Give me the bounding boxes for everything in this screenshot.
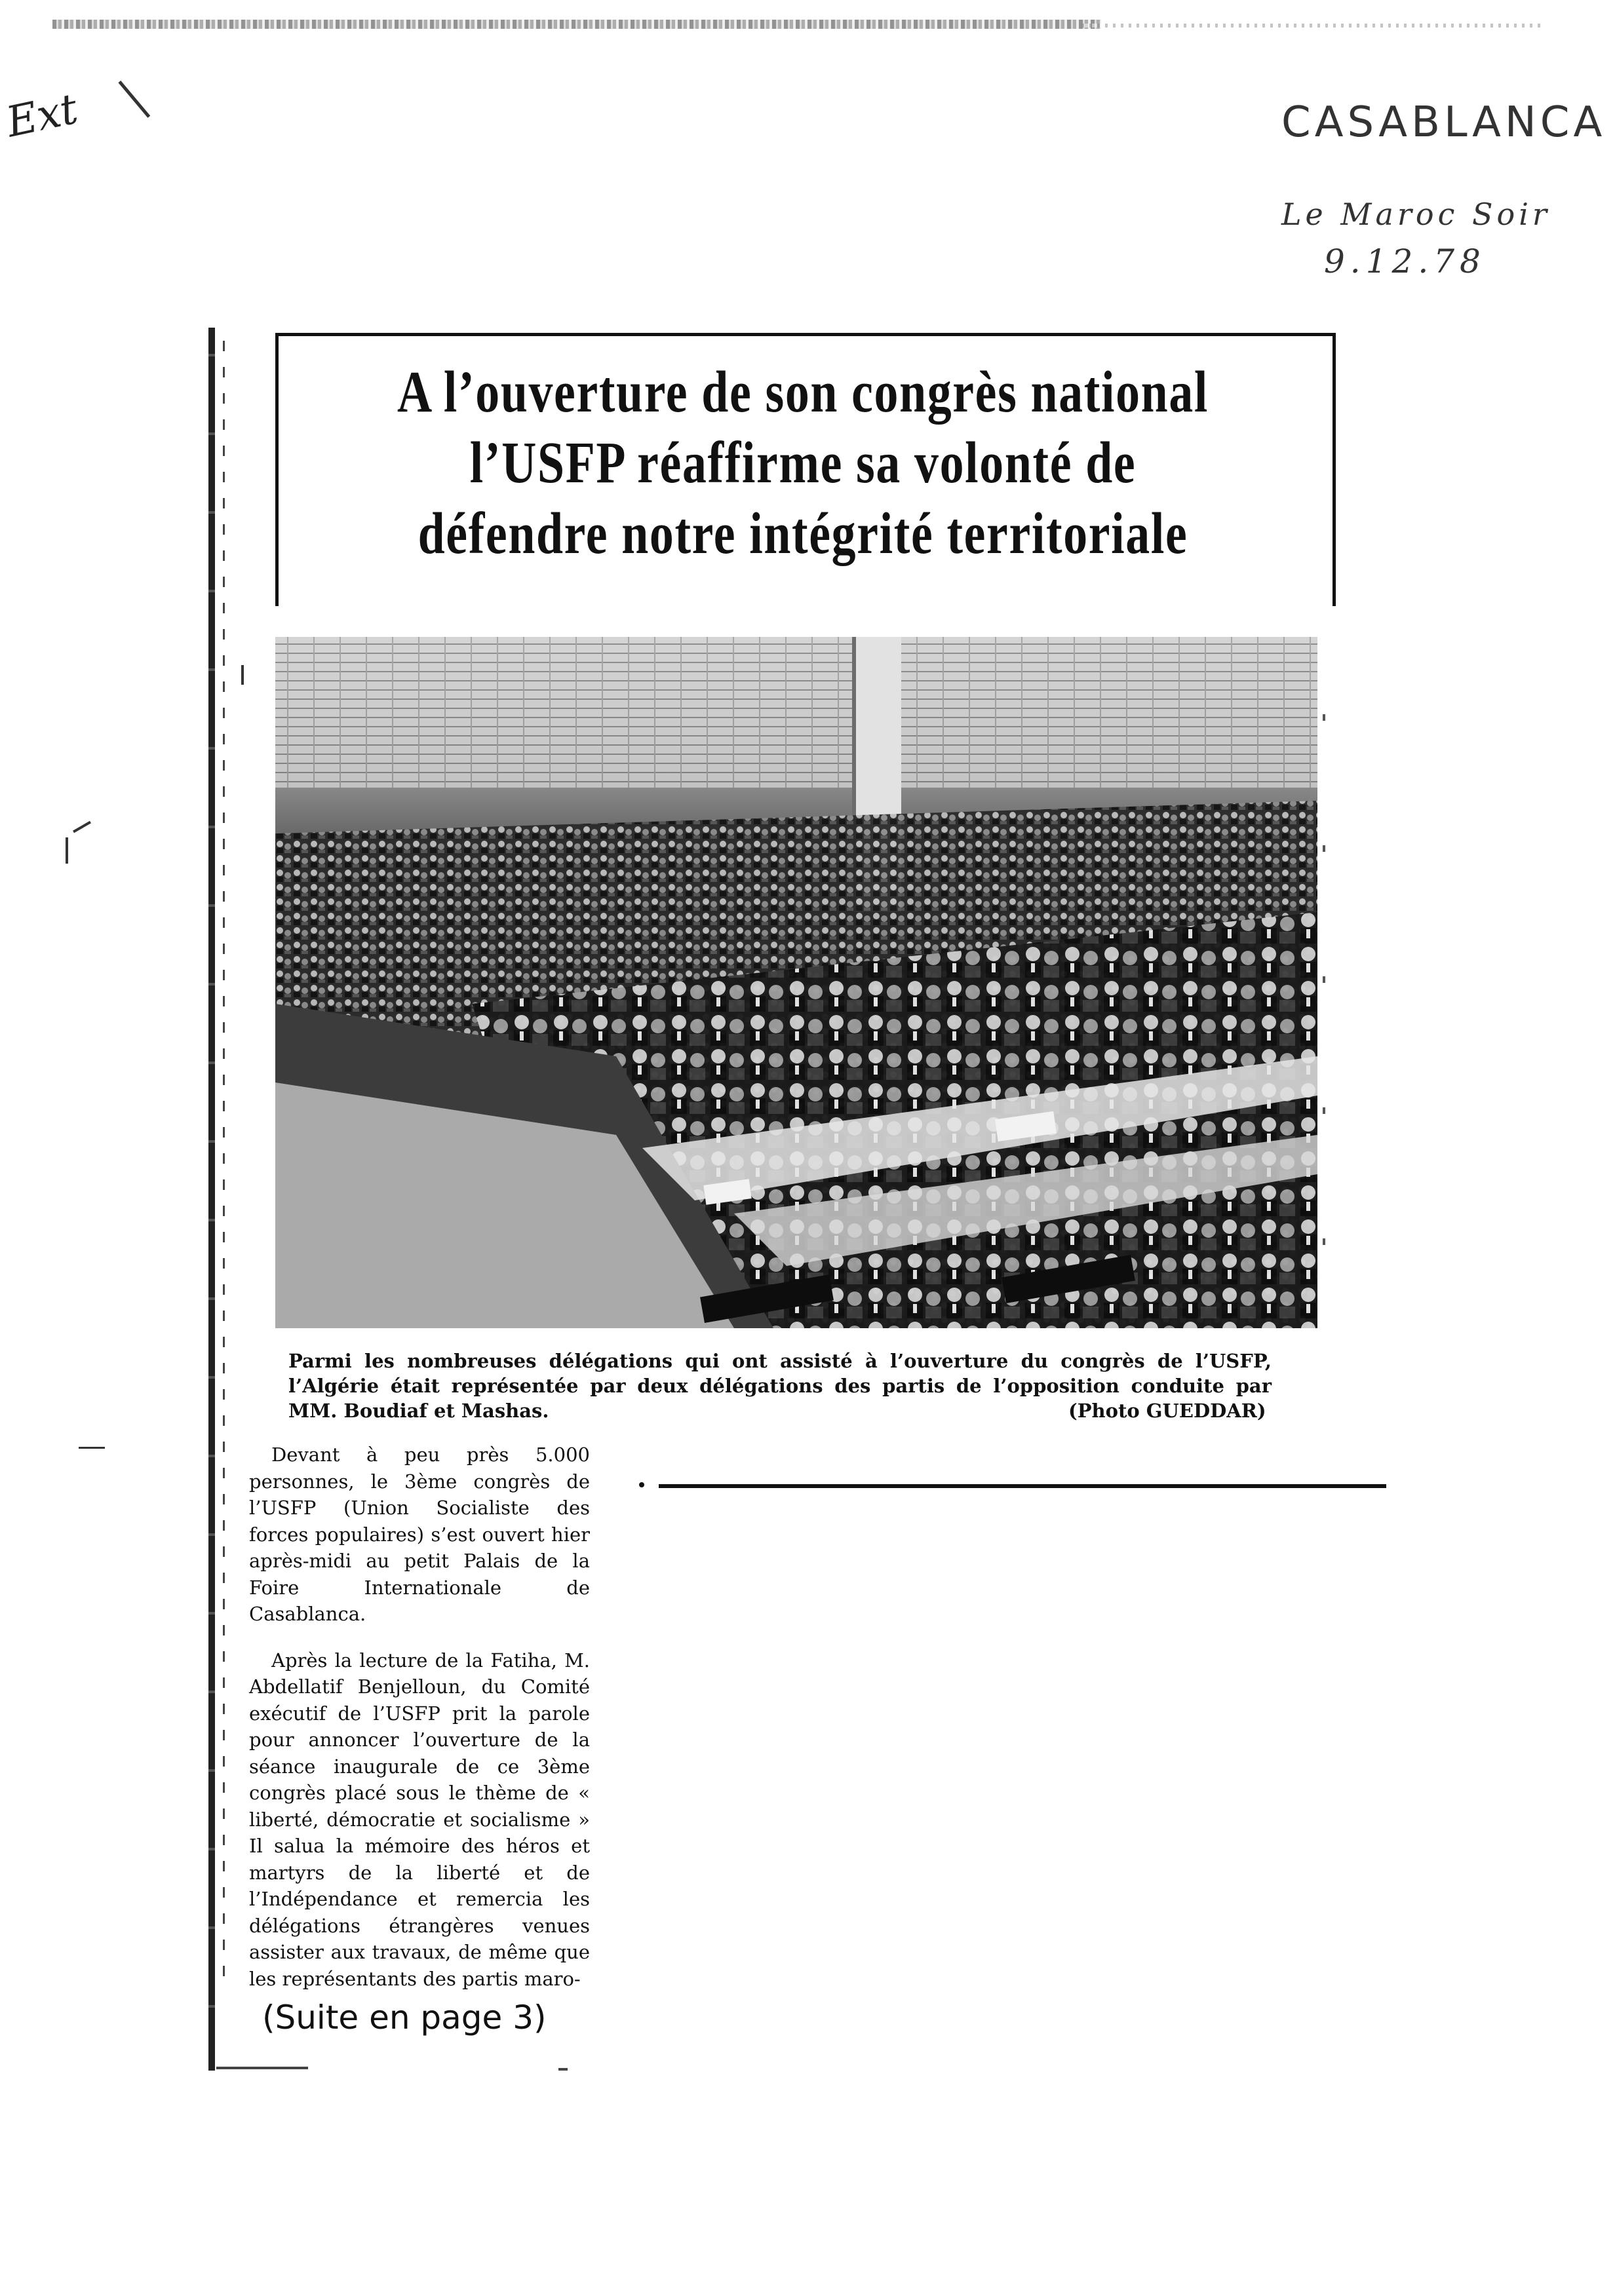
headline-line-1: A l’ouverture de son congrès national	[397, 360, 1209, 425]
photo-right-edge-mark	[1323, 662, 1325, 1317]
article-paragraph: Après la lecture de la Fatiha, M. Abdellatif Benjelloun, du Comité exécutif de l’USFP prit la parole pour annoncer l’ouverture de la séance inaugurale de ce 3ème congrès placé sous le thème de « liberté, démocratie et socialisme » Il salua la mémoire des héros et martyrs de la liberté et de l’Indépendance et remercia les délégations étrangères venues assister aux travaux, de même que les représentants des partis maro-	[249, 1649, 590, 1990]
caption-text: Parmi les nombreuses délégations qui ont assisté à l’ouverture du congrès de l’USFP, l’Algérie était représentée par deux délégations des partis de l’opposition conduite par MM. Boudiaf et Mashas.	[288, 1350, 1272, 1422]
city-stamp: CASABLANCA	[1281, 98, 1606, 147]
scan-edge-top	[52, 20, 1101, 29]
article-paragraph: Devant à peu près 5.000 personnes, le 3ème congrès de l’USFP (Union Socialiste des forces populaires) s’est ouvert hier après-midi au petit Palais de la Foire Internationale de Casablanca.	[249, 1444, 590, 1625]
scan-edge-top-faint	[1081, 24, 1540, 28]
margin-tick	[73, 821, 91, 833]
bottom-rule	[216, 2067, 308, 2069]
clipping-left-border-inner	[223, 341, 225, 1979]
margin-tick	[241, 665, 244, 685]
photo-credit: (Photo GUEDDAR)	[1068, 1400, 1266, 1422]
congress-photo	[275, 637, 1317, 1328]
section-rule	[659, 1484, 1386, 1488]
article-column	[249, 1442, 590, 2012]
headline	[376, 357, 1230, 569]
congress-photo-image	[275, 637, 1317, 1328]
clipping-left-border	[208, 328, 215, 2071]
rule-dot	[639, 1482, 644, 1487]
handwritten-annotation: Ext	[2, 85, 83, 147]
headline-line-3: défendre notre intégrité territoriale	[418, 501, 1188, 566]
headline-line-2: l’USFP réaffirme sa volonté de	[469, 430, 1137, 495]
continued-note: (Suite en page 3)	[262, 1999, 547, 2037]
margin-tick	[66, 837, 68, 864]
margin-tick	[79, 1447, 105, 1449]
date-note: 9.12.78	[1324, 242, 1486, 280]
bottom-dash	[558, 2068, 568, 2071]
handwritten-scribble	[118, 72, 160, 118]
photo-caption	[288, 1349, 1272, 1423]
source-note: Le Maroc Soir	[1281, 197, 1551, 232]
